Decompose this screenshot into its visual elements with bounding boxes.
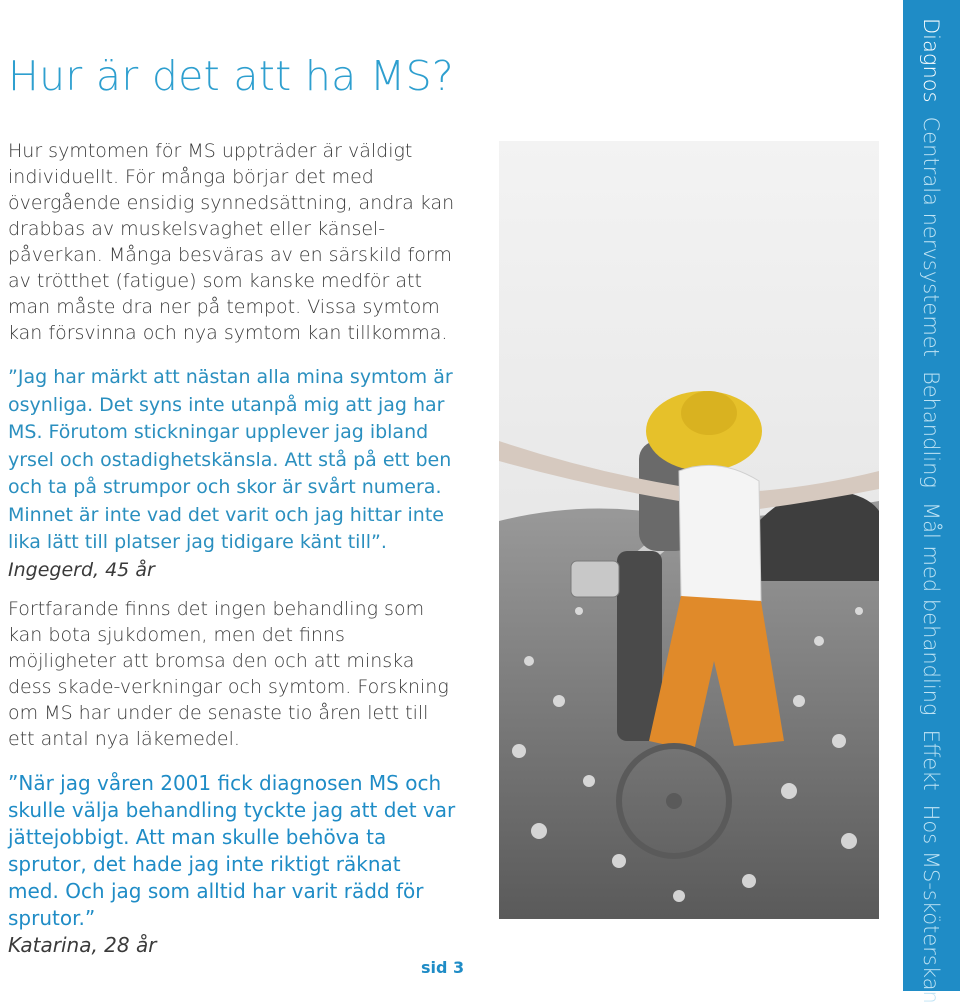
intro-paragraph: Hur symtomen för MS uppträder är väldigt individuellt. För många börjar det med övergående ensidig synnedsättning, andra kan drabbas av muskelsvaghet eller känsel-påverkan. Många besväras av en särskild form av trötthet (fatigue) som kanske medför att man måste dra ner på tempot. Vissa symtom kan försvinna och nya symtom kan tillkomma. — [8, 140, 455, 344]
intro-block — [8, 138, 456, 346]
page-title: Hur är det att ha MS? — [8, 52, 454, 100]
sidebar-item-mal-med-behandling[interactable]: Mål med behandling — [919, 502, 944, 716]
quote-2-attribution: Katarina, 28 år — [8, 933, 157, 957]
quote-1 — [8, 364, 456, 584]
sidebar-nav — [903, 0, 960, 1004]
quote-1-block — [8, 364, 456, 584]
sidebar-item-behandling[interactable]: Behandling — [919, 370, 944, 489]
quote-2-block — [8, 770, 456, 959]
quote-1-text: ”Jag har märkt att nästan alla mina symtom är osynliga. Det syns inte utanpå mig att jag har MS. Förutom stickningar upplever jag ibland yrsel och ostadighetskänsla. Att stå på ett ben och ta på strumpor och skor är svårt numera. Minnet är inte vad det varit och jag hittar inte lika lätt till platser jag tidigare känt till”. — [8, 366, 453, 553]
sidebar-item-effekt[interactable]: Effekt — [919, 729, 944, 791]
quote-2-text: ”När jag våren 2001 fick diagnosen MS och skulle välja behandling tyckte jag att det var jättejobbigt. Att man skulle behöva ta sprutor, det hade jag inte riktigt räknat med. Och jag som alltid har varit rädd för sprutor.” — [8, 771, 456, 930]
body-paragraph: Fortfarande finns det ingen behandling som kan bota sjukdomen, men det finns möjligheter att bromsa den och att minska dess skade-verkningar och symtom. Forskning om MS har under de senaste tio åren lett till ett antal nya läkemedel. — [8, 598, 449, 750]
sidebar-item-centrala-nervsystemet[interactable]: Centrala nervsystemet — [919, 116, 944, 357]
photo-couple-bicycle — [499, 141, 879, 919]
sidebar-item-hos-ms-skoterskan[interactable]: Hos MS-sköterskan — [919, 804, 944, 1004]
photo-illustration — [499, 141, 879, 919]
sidebar-item-diagnos[interactable]: Diagnos — [919, 18, 944, 103]
quote-1-attribution: Ingegerd, 45 år — [8, 558, 155, 581]
page-number: sid 3 — [421, 958, 465, 977]
body-block — [8, 596, 456, 752]
quote-2 — [8, 770, 456, 959]
